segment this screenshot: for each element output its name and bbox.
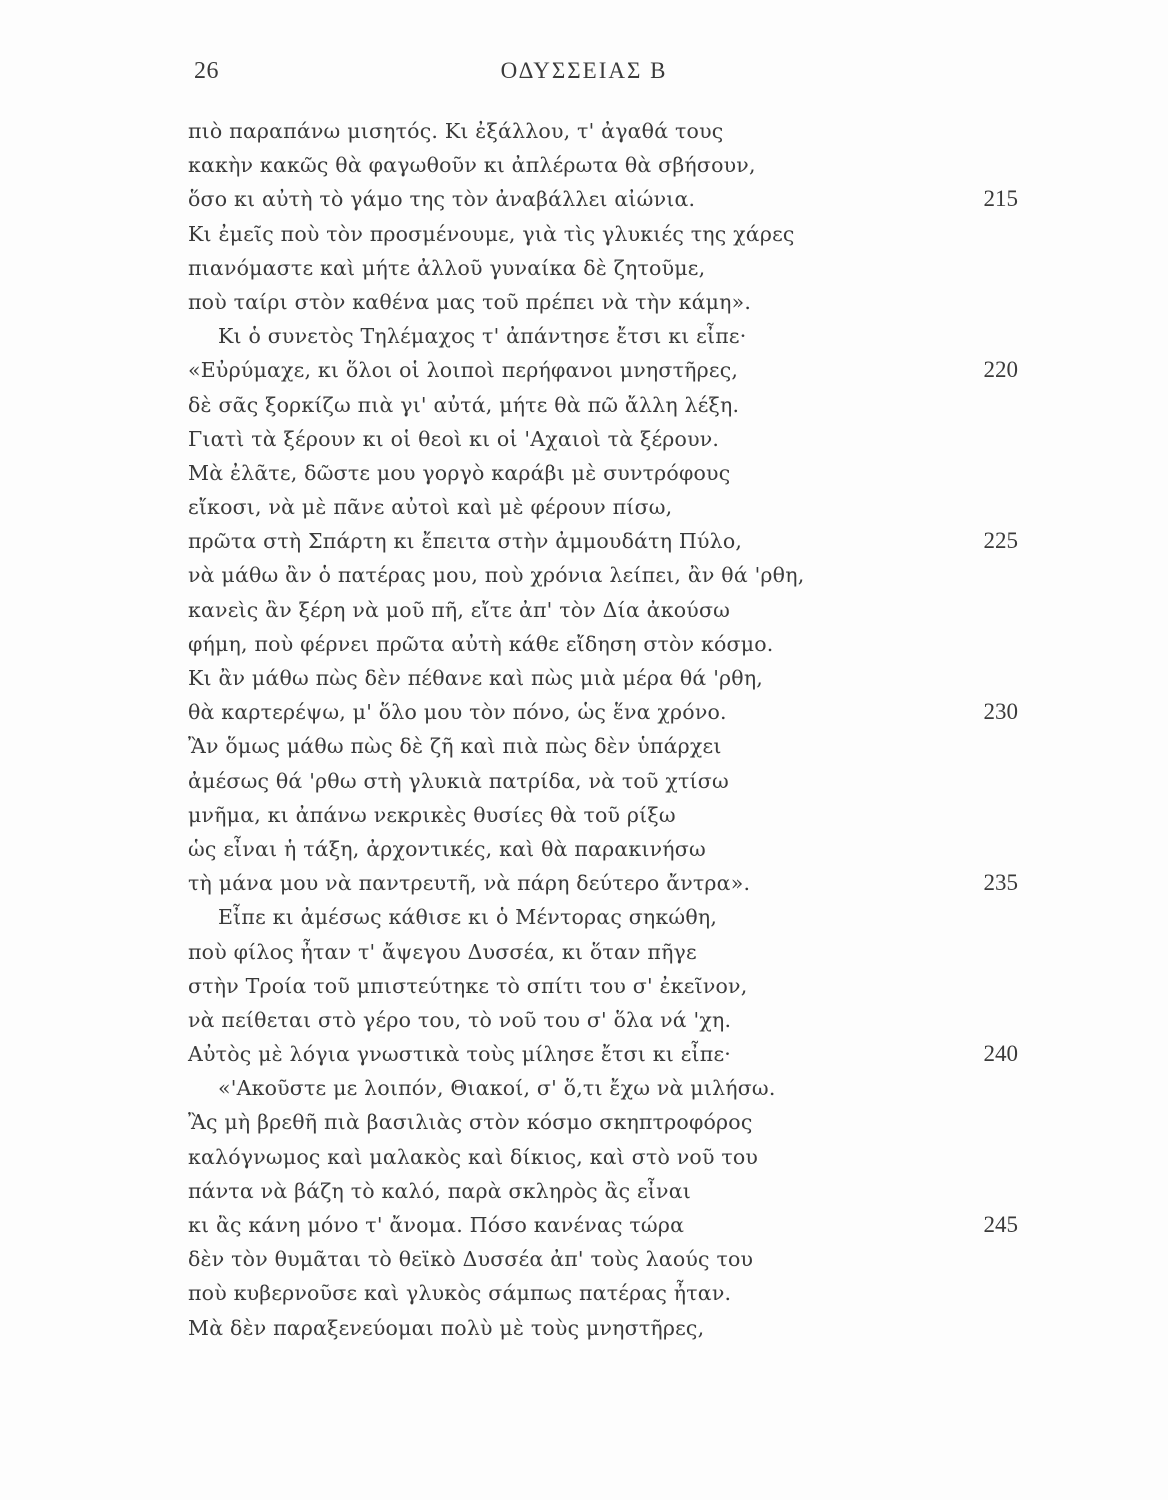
verse-line xyxy=(0,319,1168,353)
verse-text: ἀμέσως θά 'ρθω στὴ γλυκιὰ πατρίδα, νὰ τοῦ χτίσω xyxy=(188,768,729,793)
verse-line xyxy=(0,148,1168,182)
verse-text: καλόγνωμος καὶ μαλακὸς καὶ δίκιος, καὶ στὸ νοῦ του xyxy=(188,1144,759,1169)
verse-text: ποὺ κυβερνοῦσε καὶ γλυκὸς σάμπως πατέρας ἦταν. xyxy=(188,1281,732,1306)
verse-line xyxy=(0,593,1168,627)
verse-text: Κι ἐμεῖς ποὺ τὸν προσμένουμε, γιὰ τὶς γλυκιές της χάρες xyxy=(188,221,795,246)
verse-text: Γιατὶ τὰ ξέρουν κι οἱ θεοὶ κι οἱ 'Αχαιοὶ τὰ ξέρουν. xyxy=(188,426,720,451)
verse-line xyxy=(0,1071,1168,1105)
verse-line xyxy=(0,456,1168,490)
verse-text: πιὸ παραπάνω μισητός. Κι ἐξάλλου, τ' ἀγαθά τους xyxy=(188,119,724,143)
verse-text: Κι ὁ συνετὸς Τηλέμαχος τ' ἀπάντησε ἔτσι κι εἶπε· xyxy=(218,324,747,349)
verse-line xyxy=(0,935,1168,969)
verse-text: Μὰ ἐλᾶτε, δῶστε μου γοργὸ καράβι μὲ συντρόφους xyxy=(188,460,731,485)
verse-number: 235 xyxy=(983,870,1018,896)
verse-line xyxy=(0,627,1168,661)
verse-number: 225 xyxy=(983,528,1018,554)
verse-line xyxy=(0,558,1168,592)
verse-line xyxy=(0,217,1168,251)
verse-text: πιανόμαστε καὶ μήτε ἀλλοῦ γυναίκα δὲ ζητοῦμε, xyxy=(188,255,706,280)
verse-text: Ἂς μὴ βρεθῆ πιὰ βασιλιὰς στὸν κόσμο σκηπτροφόρος xyxy=(188,1110,753,1135)
verse-line xyxy=(0,1003,1168,1037)
verse-line xyxy=(0,353,1168,387)
verse-line xyxy=(0,422,1168,456)
verse-line xyxy=(0,1242,1168,1276)
verse-line xyxy=(0,182,1168,216)
verse-text: δὲ σᾶς ξορκίζω πιὰ γι' αὐτά, μήτε θὰ πῶ ἄλλη λέξη. xyxy=(188,392,740,417)
verse-text: νὰ πείθεται στὸ γέρο του, τὸ νοῦ του σ' ὅλα νά 'χη. xyxy=(188,1007,732,1032)
verse-line xyxy=(0,114,1168,148)
verse-text: κανεὶς ἂν ξέρη νὰ μοῦ πῆ, εἴτε ἀπ' τὸν Δία ἀκούσω xyxy=(188,597,731,622)
page-number: 26 xyxy=(194,58,219,84)
verse-number: 245 xyxy=(983,1212,1018,1237)
verse-text: Μὰ δὲν παραξενεύομαι πολὺ μὲ τοὺς μνηστῆρες, xyxy=(188,1315,705,1340)
verse-text: Κι ἂν μάθω πὼς δὲν πέθανε καὶ πὼς μιὰ μέρα θά 'ρθη, xyxy=(188,666,764,690)
verse-line xyxy=(0,1276,1168,1310)
verse-line xyxy=(0,490,1168,524)
verse-line xyxy=(0,900,1168,934)
verse-text: κι ἂς κάνη μόνο τ' ἄνομα. Πόσο κανένας τώρα xyxy=(188,1213,685,1237)
verse-line xyxy=(0,969,1168,1003)
verse-text: κακὴν κακῶς θὰ φαγωθοῦν κι ἀπλέρωτα θὰ σβήσουν, xyxy=(188,153,756,178)
verse-number: 220 xyxy=(983,357,1018,383)
verse-text: πάντα νὰ βάζη τὸ καλό, παρὰ σκληρὸς ἂς εἶναι xyxy=(188,1178,691,1203)
verse-text: «'Ακοῦστε με λοιπόν, Θιακοί, σ' ὅ,τι ἔχω νὰ μιλήσω. xyxy=(218,1076,776,1101)
verse-line xyxy=(0,832,1168,866)
verse-number: 240 xyxy=(983,1041,1018,1067)
verse-line xyxy=(0,729,1168,763)
verse-line xyxy=(0,524,1168,558)
verse-line xyxy=(0,1311,1168,1345)
verse-line xyxy=(0,1037,1168,1071)
verse-line xyxy=(0,764,1168,798)
verse-text: τὴ μάνα μου νὰ παντρευτῆ, νὰ πάρη δεύτερο ἄντρα». xyxy=(188,871,751,896)
verse-text: Εἶπε κι ἀμέσως κάθισε κι ὁ Μέντορας σηκώθη, xyxy=(218,905,718,930)
verse-line xyxy=(0,695,1168,729)
verse-text: ποὺ ταίρι στὸν καθένα μας τοῦ πρέπει νὰ τὴν κάμη». xyxy=(188,289,752,314)
verse-text: πρῶτα στὴ Σπάρτη κι ἔπειτα στὴν ἀμμουδάτη Πύλο, xyxy=(188,529,743,554)
verse-line xyxy=(0,1174,1168,1208)
verse-block xyxy=(0,114,1168,1345)
verse-number: 215 xyxy=(983,186,1018,212)
verse-line xyxy=(0,661,1168,695)
verse-text: ὡς εἶναι ἡ τάξη, ἀρχοντικές, καὶ θὰ παρακινήσω xyxy=(188,836,706,861)
verse-line xyxy=(0,1105,1168,1139)
verse-text: «Εὐρύμαχε, κι ὅλοι οἱ λοιποὶ περήφανοι μνηστῆρες, xyxy=(188,358,739,383)
verse-line xyxy=(0,388,1168,422)
running-head xyxy=(0,58,1168,94)
verse-text: δὲν τὸν θυμᾶται τὸ θεϊκὸ Δυσσέα ἀπ' τοὺς λαούς του xyxy=(188,1247,754,1272)
verse-line xyxy=(0,1140,1168,1174)
verse-text: ὅσο κι αὐτὴ τὸ γάμο της τὸν ἀναβάλλει αἰώνια. xyxy=(188,187,696,212)
verse-text: Ἂν ὅμως μάθω πὼς δὲ ζῆ καὶ πιὰ πὼς δὲν ὑπάρχει xyxy=(188,734,722,759)
verse-text: μνῆμα, κι ἀπάνω νεκρικὲς θυσίες θὰ τοῦ ρίξω xyxy=(188,802,676,827)
verse-text: θὰ καρτερέψω, μ' ὅλο μου τὸν πόνο, ὡς ἕνα χρόνο. xyxy=(188,700,727,725)
verse-text: στὴν Τροία τοῦ μπιστεύτηκε τὸ σπίτι του σ' ἐκεῖνον, xyxy=(188,973,748,998)
verse-text: νὰ μάθω ἂν ὁ πατέρας μου, ποὺ χρόνια λείπει, ἂν θά 'ρθη, xyxy=(188,563,805,588)
verse-line xyxy=(0,251,1168,285)
book-title: ΟΔΥΣΣΕΙΑΣ Β xyxy=(500,58,668,83)
verse-text: φήμη, ποὺ φέρνει πρῶτα αὐτὴ κάθε εἴδηση στὸν κόσμο. xyxy=(188,631,774,656)
verse-line xyxy=(0,798,1168,832)
verse-text: Αὐτὸς μὲ λόγια γνωστικὰ τοὺς μίλησε ἔτσι κι εἶπε· xyxy=(188,1042,731,1067)
verse-number: 230 xyxy=(983,699,1018,725)
verse-line xyxy=(0,1208,1168,1242)
verse-line xyxy=(0,866,1168,900)
verse-line xyxy=(0,285,1168,319)
verse-text: εἴκοσι, νὰ μὲ πᾶνε αὐτοὶ καὶ μὲ φέρουν πίσω, xyxy=(188,495,673,520)
verse-text: ποὺ φίλος ἦταν τ' ἄψεγου Δυσσέα, κι ὅταν πῆγε xyxy=(188,939,697,964)
